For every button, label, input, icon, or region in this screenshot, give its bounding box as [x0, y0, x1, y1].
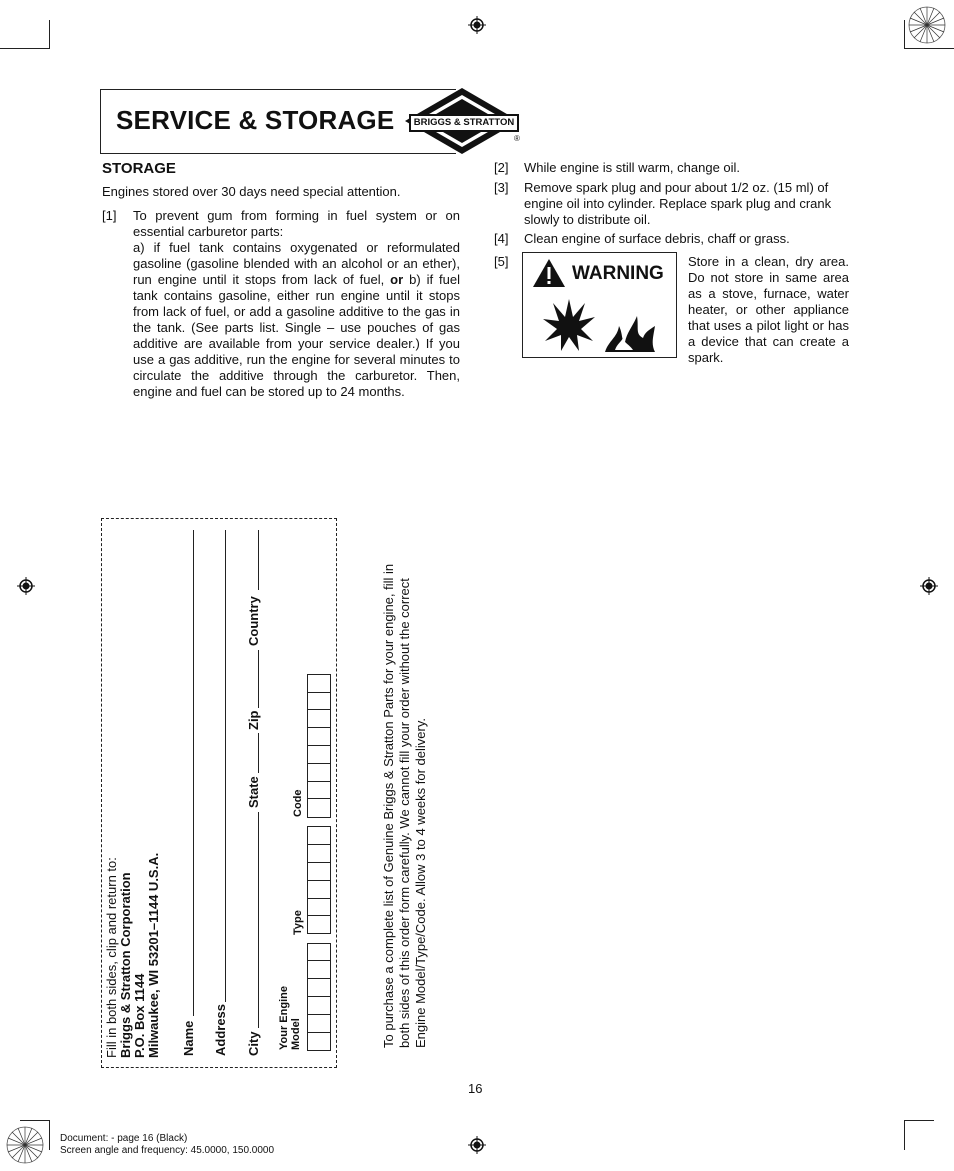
purchase-note-line-3: Engine Model/Type/Code. Allow 3 to 4 weeks for delivery. [413, 718, 428, 1048]
registration-target-icon [468, 16, 486, 34]
engine-code-label: Code [292, 789, 304, 817]
item-1-body [133, 240, 460, 400]
engine-model-label-2: Model [290, 1018, 302, 1050]
return-instructions: Fill in both sides, clip and return to: [104, 857, 119, 1058]
storage-item-3: Remove spark plug and pour about 1/2 oz. (15 ml) of engine oil into cylinder. Replace spark plug and crank slowly to distribute oil. [524, 180, 832, 227]
city-field[interactable] [258, 812, 259, 1028]
registration-target-icon [17, 577, 35, 595]
item-1-lead: To prevent gum from forming in fuel system or on essential carburetor parts: [133, 208, 460, 239]
crop-mark [49, 20, 50, 49]
country-field[interactable] [258, 530, 259, 590]
item-number: [1] [102, 208, 117, 223]
engine-model-label [278, 986, 302, 1050]
logo-text: BRIGGS & STRATTON [409, 114, 519, 132]
registration-target-icon [468, 1136, 486, 1154]
page-title: SERVICE & STORAGE [116, 105, 395, 135]
warning-triangle-icon [532, 258, 566, 288]
purchase-note-line-2: both sides of this order form carefully. We cannot fill your order without the correct [397, 578, 412, 1048]
item-number: [4] [494, 231, 509, 246]
state-field[interactable] [258, 733, 259, 773]
city-label: City [246, 1031, 261, 1056]
registration-target-icon [920, 577, 938, 595]
engine-type-label: Type [292, 910, 304, 935]
item-number: [5] [494, 254, 509, 269]
crop-mark [904, 48, 954, 49]
company-city: Milwaukee, WI 53201–1144 U.S.A. [146, 852, 161, 1058]
print-footer [60, 1133, 274, 1157]
crop-mark [904, 20, 905, 49]
address-field[interactable] [225, 530, 226, 1002]
crop-mark [49, 1120, 50, 1150]
explosion-icon [541, 297, 597, 352]
name-field[interactable] [193, 530, 194, 1016]
state-label: State [246, 776, 261, 808]
engine-model-label-1: Your Engine [278, 986, 290, 1050]
starburst-calibration-icon [6, 1126, 44, 1164]
crop-mark [20, 1120, 50, 1121]
address-label: Address [213, 1003, 228, 1056]
country-label: Country [246, 596, 261, 646]
item-1-part-a: a) if fuel tank contains oxygenated or reformulated gasoline (gasoline blended with an alcohol or an ether), run engine until it stops from lack of fuel, [133, 240, 460, 287]
item-1-part-b: b) if fuel tank contains gasoline, either run engine until it stops from lack of fuel, or add a gasoline additive to the gas in the tank. (See parts list. Single – use pouches of gas additive are available from your service dealer.) If you use a gas additive, run the engine for several minutes to circulate the additive through the carburetor. Then, engine and fuel can be stored up to 24 months. [133, 272, 460, 399]
crop-mark [904, 1120, 934, 1121]
name-label: Name [181, 1020, 196, 1056]
starburst-calibration-icon [908, 6, 946, 44]
page-number: 16 [468, 1081, 483, 1096]
return-address-block [105, 853, 161, 1058]
registered-mark: ® [514, 134, 520, 143]
item-1-or: or [390, 272, 404, 287]
company-name: Briggs & Stratton Corporation [118, 872, 133, 1058]
footer-line-1: Document: - page 16 (Black) [60, 1133, 188, 1144]
warning-label: WARNING [572, 263, 664, 284]
crop-mark [904, 1120, 905, 1150]
storage-item-1 [133, 208, 460, 400]
storage-item-5: Store in a clean, dry area. Do not store in same area as a stove, furnace, water heater, or other appliance that uses a pilot light or has a device that can create a spark. [688, 254, 849, 365]
item-number: [3] [494, 180, 509, 195]
item-number: [2] [494, 160, 509, 175]
zip-field[interactable] [258, 650, 259, 708]
storage-item-4: Clean engine of surface debris, chaff or grass. [524, 231, 790, 246]
crop-mark [0, 48, 50, 49]
purchase-note [381, 564, 429, 1048]
fire-icon [603, 312, 657, 354]
footer-line-2: Screen angle and frequency: 45.0000, 150.0000 [60, 1145, 275, 1156]
storage-heading: STORAGE [102, 160, 176, 177]
storage-item-2: While engine is still warm, change oil. [524, 160, 741, 175]
purchase-note-line-1: To purchase a complete list of Genuine Briggs & Stratton Parts for your engine, fill in [381, 563, 396, 1048]
storage-intro: Engines stored over 30 days need special attention. [102, 184, 401, 199]
po-box: P.O. Box 1144 [132, 973, 147, 1058]
zip-label: Zip [246, 710, 261, 730]
